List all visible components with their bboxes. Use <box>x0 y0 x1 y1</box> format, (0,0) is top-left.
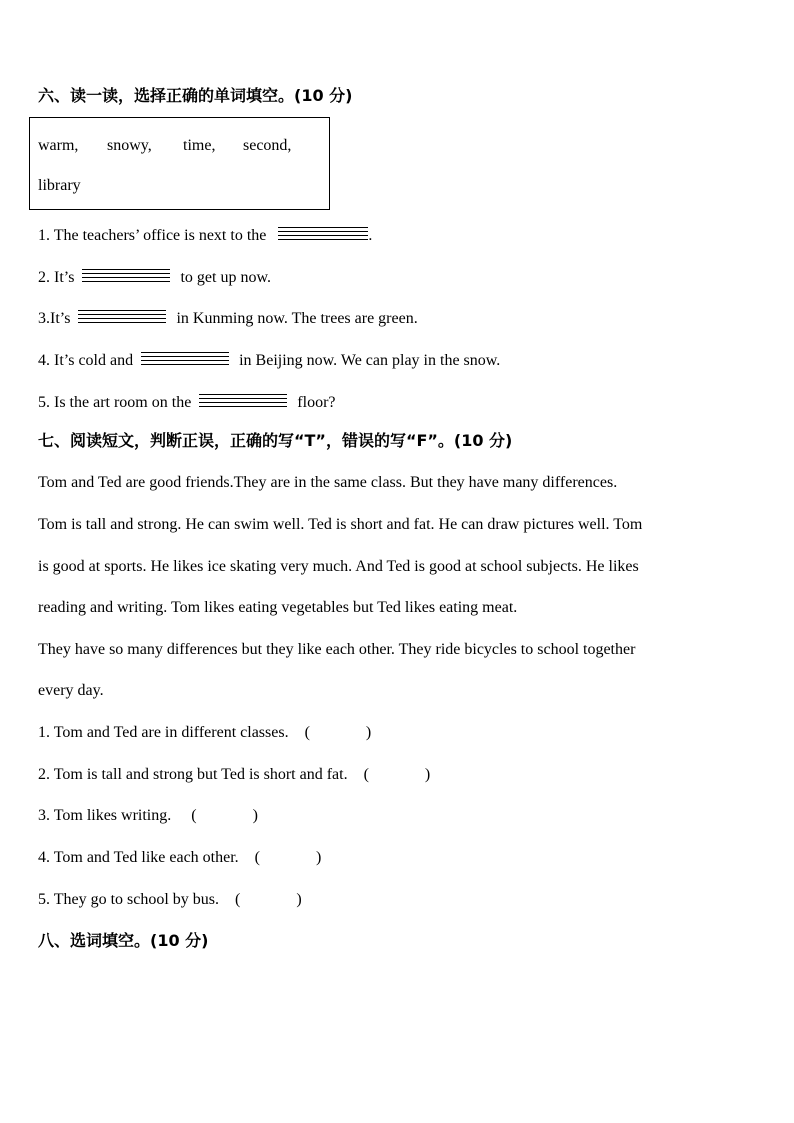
answer-paren-open: ( <box>304 724 310 741</box>
answer-blank[interactable] <box>82 269 170 285</box>
fill-item-3 <box>38 309 418 329</box>
fill-item-text: 5. Is the art room on the <box>38 394 192 411</box>
fill-item-text: 4. It’s cold and <box>38 352 134 369</box>
fill-item-5 <box>38 393 336 413</box>
fill-item-2 <box>38 268 271 288</box>
fill-item-text: 1. The teachers’ office is next to the <box>38 227 267 244</box>
answer-paren-close: ) <box>316 849 322 866</box>
answer-paren-open: ( <box>254 849 260 866</box>
question-text: 4. Tom and Ted like each other. <box>38 849 239 866</box>
answer-blank[interactable] <box>141 352 229 368</box>
fill-item-text: to get up now. <box>180 269 271 286</box>
answer-blank[interactable] <box>78 310 166 326</box>
section-7-heading: 七、阅读短文，判断正误，正确的写“T”，错误的写“F”。(10 分) <box>38 431 513 450</box>
passage-line: is good at sports. He likes ice skating very much. And Ted is good at school subjects. He likes <box>38 558 639 575</box>
answer-paren-open: ( <box>235 891 241 908</box>
answer-paren-close: ) <box>365 724 372 741</box>
question-text: 3. Tom likes writing. <box>38 807 172 824</box>
fill-item-text: 3.It’s <box>38 310 71 327</box>
fill-item-1 <box>38 226 372 246</box>
passage-line: reading and writing. Tom likes eating vegetables but Ted likes eating meat. <box>38 599 518 616</box>
passage-line: Tom and Ted are good friends.They are in the same class. But they have many differences. <box>38 474 618 491</box>
fill-item-4 <box>38 351 500 371</box>
judge-question-4 <box>38 848 321 868</box>
fill-item-text: 2. It’s <box>38 269 75 286</box>
word-bank-box <box>29 117 330 210</box>
fill-item-text: floor? <box>297 394 336 411</box>
judge-question-1 <box>38 723 371 743</box>
question-text: 1. Tom and Ted are in different classes. <box>38 724 289 741</box>
answer-paren-close: ) <box>252 807 258 824</box>
answer-blank[interactable] <box>199 394 287 410</box>
answer-paren-open: ( <box>363 766 369 783</box>
section-8-heading: 八、选词填空。(10 分) <box>38 931 209 950</box>
fill-item-text: . <box>368 227 373 244</box>
passage-line: Tom is tall and strong. He can swim well. Ted is short and fat. He can draw pictures well. Tom <box>38 516 643 533</box>
question-text: 5. They go to school by bus. <box>38 891 220 908</box>
fill-item-text: in Kunming now. The trees are green. <box>176 310 418 327</box>
fill-item-text: in Beijing now. We can play in the snow. <box>239 352 501 369</box>
answer-paren-close: ) <box>296 891 302 908</box>
judge-question-5 <box>38 890 302 910</box>
judge-question-2 <box>38 765 430 785</box>
section-6-heading: 六、读一读，选择正确的单词填空。(10 分) <box>38 86 353 105</box>
answer-paren-open: ( <box>191 807 197 824</box>
passage-line: every day. <box>38 682 104 699</box>
word-bank-item: warm, <box>38 137 79 154</box>
answer-blank[interactable] <box>278 227 368 243</box>
question-text: 2. Tom is tall and strong but Ted is short and fat. <box>38 766 348 783</box>
answer-paren-close: ) <box>424 766 431 783</box>
judge-question-3 <box>38 806 258 826</box>
word-bank-item: second, <box>243 137 292 154</box>
word-bank-item: time, <box>183 137 216 154</box>
passage-line: They have so many differences but they like each other. They ride bicycles to school together <box>38 641 636 658</box>
word-bank-item: library <box>38 177 81 194</box>
word-bank-item: snowy, <box>107 137 152 154</box>
